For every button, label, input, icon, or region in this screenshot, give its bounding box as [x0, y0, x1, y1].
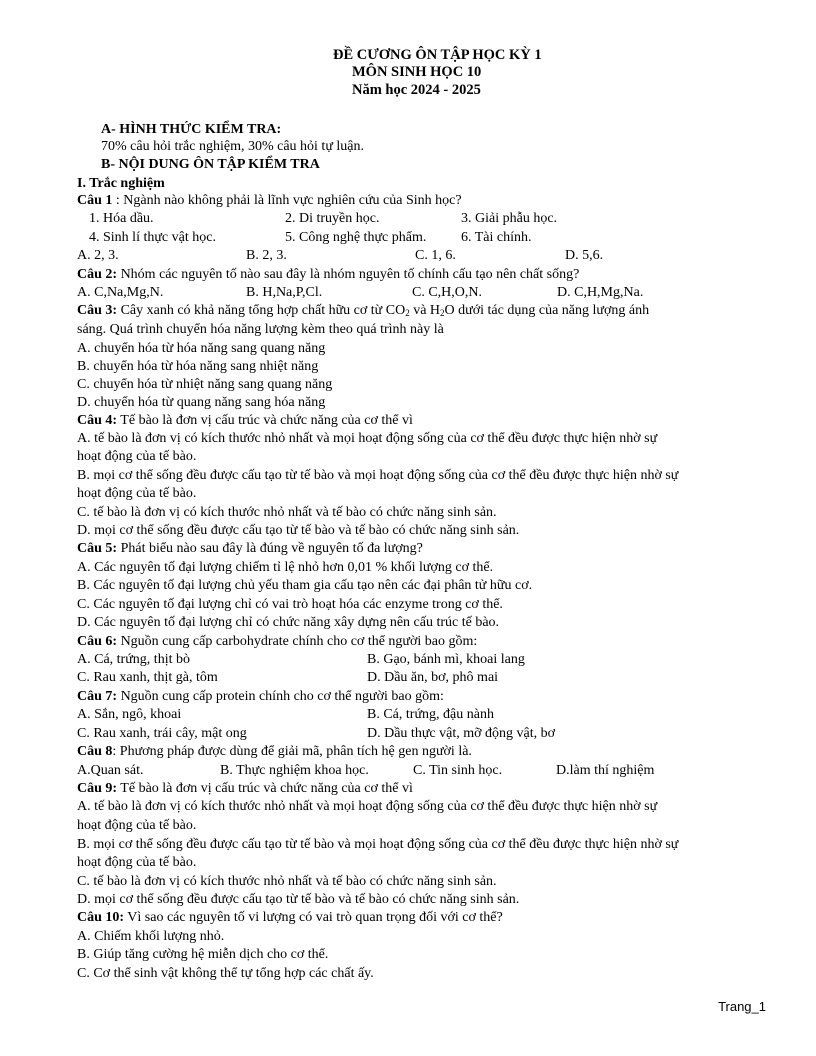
option-a: A. Cá, trứng, thịt bò — [77, 652, 190, 667]
option-c: C. tế bào là đơn vị có kích thước nhỏ nhất và tế bào có chức năng sinh sản. — [77, 874, 497, 889]
question-9 — [77, 780, 413, 798]
question-label: Câu 10: — [77, 910, 125, 925]
question-label: Câu 9: — [77, 781, 118, 796]
question-1-items-row1 — [77, 210, 777, 228]
question-label: Câu 2: — [77, 267, 118, 282]
question-label: Câu 1 — [77, 193, 113, 208]
option-d: D. C,H,Mg,Na. — [557, 285, 644, 300]
option-b: B. chuyển hóa từ hóa năng sang nhiệt năng — [77, 359, 319, 374]
option-b: B. Giúp tăng cường hệ miễn dịch cho cơ thể. — [77, 947, 329, 962]
option-c: C. Cơ thể sinh vật không thể tự tổng hợp các chất ấy. — [77, 966, 374, 981]
question-label: Câu 6: — [77, 634, 118, 649]
question-text: Tế bào là đơn vị cấu trúc và chức năng của cơ thể vì — [117, 413, 413, 428]
question-7 — [77, 688, 444, 706]
option-a-cont: hoạt động của tế bào. — [77, 818, 197, 833]
option-b: B. mọi cơ thể sống đều được cấu tạo từ tế bào và mọi hoạt động sống của cơ thể đều được thực hiện nhờ sự — [77, 468, 679, 483]
option-c: C. Rau xanh, trái cây, mật ong — [77, 726, 247, 741]
question-6-options-row2 — [77, 669, 777, 687]
question-8 — [77, 743, 472, 761]
item: 1. Hóa dầu. — [89, 211, 154, 226]
option-d: D.làm thí nghiệm — [556, 763, 655, 778]
option-b-cont: hoạt động của tế bào. — [77, 486, 197, 501]
question-text: Vì sao các nguyên tố vi lượng có vai trò quan trọng đối với cơ thể? — [124, 910, 503, 925]
question-6 — [77, 633, 477, 651]
option-a: A. tế bào là đơn vị có kích thước nhỏ nhất và mọi hoạt động sống của cơ thể đều được thực hiện nhờ sự — [77, 799, 658, 814]
question-text: Phát biểu nào sau đây là đúng về nguyên tố đa lượng? — [117, 541, 423, 556]
option-b: B. Cá, trứng, đậu nành — [367, 707, 494, 722]
doc-subject: MÔN SINH HỌC 10 — [352, 64, 482, 80]
option-d: D. chuyển hóa từ quang năng sang hóa năng — [77, 395, 326, 410]
option-a: A. Chiếm khối lượng nhỏ. — [77, 929, 225, 944]
question-2-options — [77, 284, 777, 302]
option-a: A. chuyển hóa từ hóa năng sang quang năng — [77, 341, 326, 356]
option-a: A. 2, 3. — [77, 248, 119, 263]
question-label: Câu 8 — [77, 744, 113, 759]
question-label: Câu 3: — [77, 303, 118, 318]
question-text: : Phương pháp được dùng để giải mã, phân tích hệ gen người là. — [112, 744, 472, 759]
option-a: A. Sắn, ngô, khoai — [77, 707, 182, 722]
question-text: : Ngành nào không phải là lĩnh vực nghiên cứu của Sinh học? — [112, 193, 462, 208]
question-7-options-row2 — [77, 725, 777, 743]
item: 5. Công nghệ thực phẩm. — [285, 230, 427, 245]
option-a: A. Các nguyên tố đại lượng chiếm tỉ lệ nhỏ hơn 0,01 % khối lượng cơ thể. — [77, 560, 494, 575]
option-a: A. C,Na,Mg,N. — [77, 285, 164, 300]
option-d: D. Dầu ăn, bơ, phô mai — [367, 670, 499, 685]
option-b: B. Các nguyên tố đại lượng chủ yếu tham gia cấu tạo nên các đại phân tử hữu cơ. — [77, 578, 533, 593]
option-c: C. chuyển hóa từ nhiệt năng sang quang năng — [77, 377, 333, 392]
item: 4. Sinh lí thực vật học. — [89, 230, 216, 245]
option-b: B. mọi cơ thể sống đều được cấu tạo từ tế bào và mọi hoạt động sống của cơ thể đều được thực hiện nhờ sự — [77, 837, 679, 852]
question-3-text-cont: sáng. Quá trình chuyển hóa năng lượng kèm theo quá trình này là — [77, 322, 444, 337]
question-text: Nhóm các nguyên tố nào sau đây là nhóm nguyên tố chính cấu tạo nên chất sống? — [117, 267, 580, 282]
section-a-title: A- HÌNH THỨC KIỂM TRA: — [101, 122, 282, 137]
option-a: A. tế bào là đơn vị có kích thước nhỏ nhất và mọi hoạt động sống của cơ thể đều được thực hiện nhờ sự — [77, 431, 658, 446]
question-text: Tế bào là đơn vị cấu trúc và chức năng của cơ thể vì — [117, 781, 413, 796]
option-d: D. mọi cơ thể sống đều được cấu tạo từ tế bào và tế bào có chức năng sinh sản. — [77, 892, 520, 907]
option-c: C. Các nguyên tố đại lượng chỉ có vai trò hoạt hóa các enzyme trong cơ thể. — [77, 597, 503, 612]
option-b: B. Gạo, bánh mì, khoai lang — [367, 652, 525, 667]
option-a-cont: hoạt động của tế bào. — [77, 449, 197, 464]
question-8-options — [77, 762, 777, 780]
option-c: C. Tin sinh học. — [413, 763, 503, 778]
option-b-cont: hoạt động của tế bào. — [77, 855, 197, 870]
question-10 — [77, 909, 503, 927]
question-1-options — [77, 247, 777, 265]
option-c: C. Rau xanh, thịt gà, tôm — [77, 670, 218, 685]
option-b: B. H,Na,P,Cl. — [246, 285, 323, 300]
option-d: D. 5,6. — [565, 248, 604, 263]
item: 6. Tài chính. — [461, 230, 532, 245]
question-5 — [77, 540, 423, 558]
doc-year: Năm học 2024 - 2025 — [352, 82, 481, 98]
item: 3. Giải phẫu học. — [461, 211, 558, 226]
option-d: D. mọi cơ thể sống đều được cấu tạo từ tế bào và tế bào có chức năng sinh sản. — [77, 523, 520, 538]
option-c: C. tế bào là đơn vị có kích thước nhỏ nhất và tế bào có chức năng sinh sản. — [77, 505, 497, 520]
question-text: Nguồn cung cấp carbohydrate chính cho cơ thể người bao gồm: — [117, 634, 478, 649]
question-6-options-row1 — [77, 651, 777, 669]
option-c: C. 1, 6. — [415, 248, 456, 263]
question-label: Câu 4: — [77, 413, 118, 428]
option-a: A.Quan sát. — [77, 763, 144, 778]
part-1-title: I. Trắc nghiệm — [77, 176, 165, 191]
question-2 — [77, 266, 579, 284]
doc-title: ĐỀ CƯƠNG ÔN TẬP HỌC KỲ 1 — [333, 47, 542, 63]
option-b: B. 2, 3. — [246, 248, 287, 263]
question-1 — [77, 192, 462, 210]
section-a-text: 70% câu hỏi trắc nghiệm, 30% câu hỏi tự luận. — [101, 139, 365, 154]
question-4 — [77, 412, 413, 430]
option-d: D. Các nguyên tố đại lượng chỉ có chức năng xây dựng nên cấu trúc tế bào. — [77, 615, 500, 630]
option-d: D. Dầu thực vật, mỡ động vật, bơ — [367, 726, 556, 741]
question-3: Câu 3: Cây xanh có khả năng tổng hợp chất hữu cơ từ $CO_2$ và $H_2O$ dưới tác dụng của năng lượng ánh — [77, 303, 650, 318]
question-7-options-row1 — [77, 706, 777, 724]
option-b: B. Thực nghiệm khoa học. — [220, 763, 369, 778]
question-1-items-row2 — [77, 229, 777, 247]
section-b-title: B- NỘI DUNG ÔN TẬP KIỂM TRA — [101, 157, 320, 172]
item: 2. Di truyền học. — [285, 211, 380, 226]
page-number: Trang_1 — [718, 999, 766, 1014]
question-text: Nguồn cung cấp protein chính cho cơ thể người bao gồm: — [117, 689, 444, 704]
question-label: Câu 5: — [77, 541, 118, 556]
option-c: C. C,H,O,N. — [412, 285, 483, 300]
question-label: Câu 7: — [77, 689, 118, 704]
